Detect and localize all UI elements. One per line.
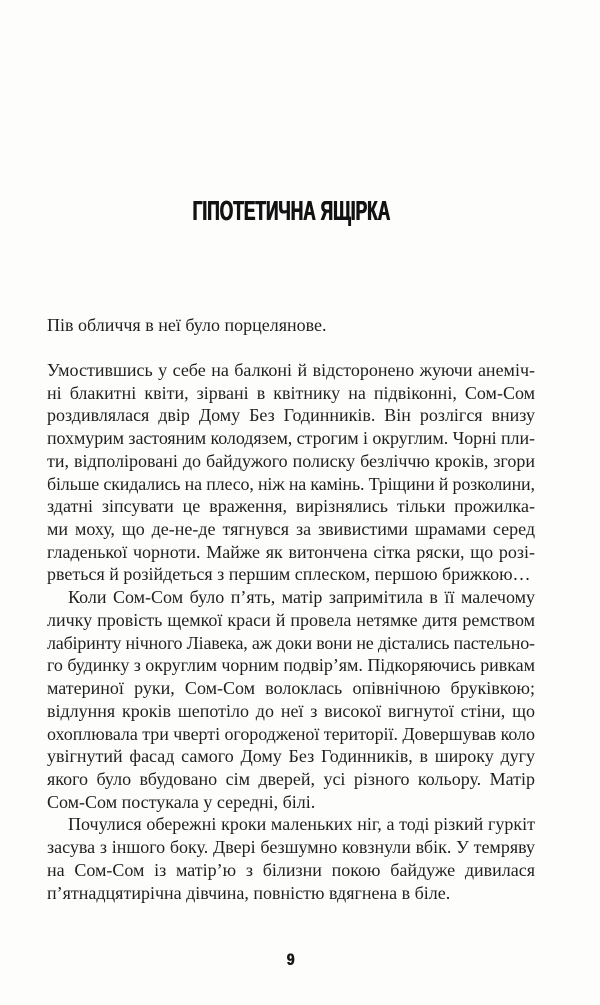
text-line: Умостившись у себе на балконі й відсторонено жуючи анеміч- (47, 360, 535, 380)
page-number: 9 (287, 950, 295, 969)
text-line: го будинку з округлим чорним подвір’ям. Підкоряючись ривкам (47, 655, 535, 676)
text-line: материної руки, Сом-Сом волоклась опівнічною бруківкою; (47, 678, 535, 699)
text-line: ти, відполіровані до байдужого полиску безліччю кроків, згори (47, 450, 535, 471)
text-line: лабіринту нічного Ліавека, аж доки вони не дістались пастельно- (47, 632, 535, 653)
text-line: похмурим застояним колодязем, строгим і округлим. Чорні пли- (47, 428, 535, 449)
text-line: охоплювала три чверті огородженої території. Довершував коло (47, 723, 535, 744)
text-line: Пів обличчя в неї було порцелянове. (47, 315, 327, 335)
chapter-title-row (47, 196, 535, 226)
text-line: Почулися обережні кроки маленьких ніг, а тоді різкий гуркіт (68, 814, 535, 835)
text-line: п’ятнадцятирічна дівчина, повністю вдягнена в біле. (47, 882, 451, 903)
text-line: на Сом-Сом із матір’ю з білизни покою байдуже дивилася (47, 859, 535, 880)
text-line: Коли Сом-Сом було п’ять, матір запримітила в її малечому (68, 587, 535, 608)
text-line: відлуння кроків шепотіло до неї з високої вигнутої стіни, що (47, 700, 535, 721)
text-line: засува з іншого боку. Двері безшумно ковзнули вбік. У темряву (47, 837, 535, 858)
text-line: гладенької чорноти. Майже як витончена сітка ряски, що розі- (47, 541, 535, 562)
page-number-row (47, 950, 535, 970)
body-text (47, 359, 535, 904)
text-line: якого було вбудовано сім дверей, усі різного кольору. Матір (47, 768, 535, 789)
text-line: ми моху, що де-не-де тягнувся за звивистими шрамами серед (47, 519, 535, 540)
chapter-title: ГІПОТЕТИЧНА ЯЩІРКА (192, 195, 390, 226)
text-line: увігнутий фасад самого Дому Без Годинників, в широку дугу (47, 746, 535, 767)
opening-paragraph (47, 314, 535, 337)
text-line: більше скидались на плесо, ніж на камінь. Тріщини й розколини, (47, 473, 535, 494)
text-line: роздивлялася двір Дому Без Годинників. Він розлігся внизу (47, 405, 535, 426)
text-line: рветься й розійдеться з першим сплеском, першою брижкою… (47, 564, 531, 585)
text-line: здатні зіпсувати це враження, вирізнялись тільки прожилка- (47, 496, 535, 517)
text-line: личку провість щемкої краси й провела нетямке дитя ремством (47, 609, 535, 630)
text-line: ні блакитні квіти, зірвані в квітнику на підвіконні, Сом-Сом (47, 382, 535, 403)
text-line: Сом-Сом постукала у середні, білі. (47, 791, 316, 812)
